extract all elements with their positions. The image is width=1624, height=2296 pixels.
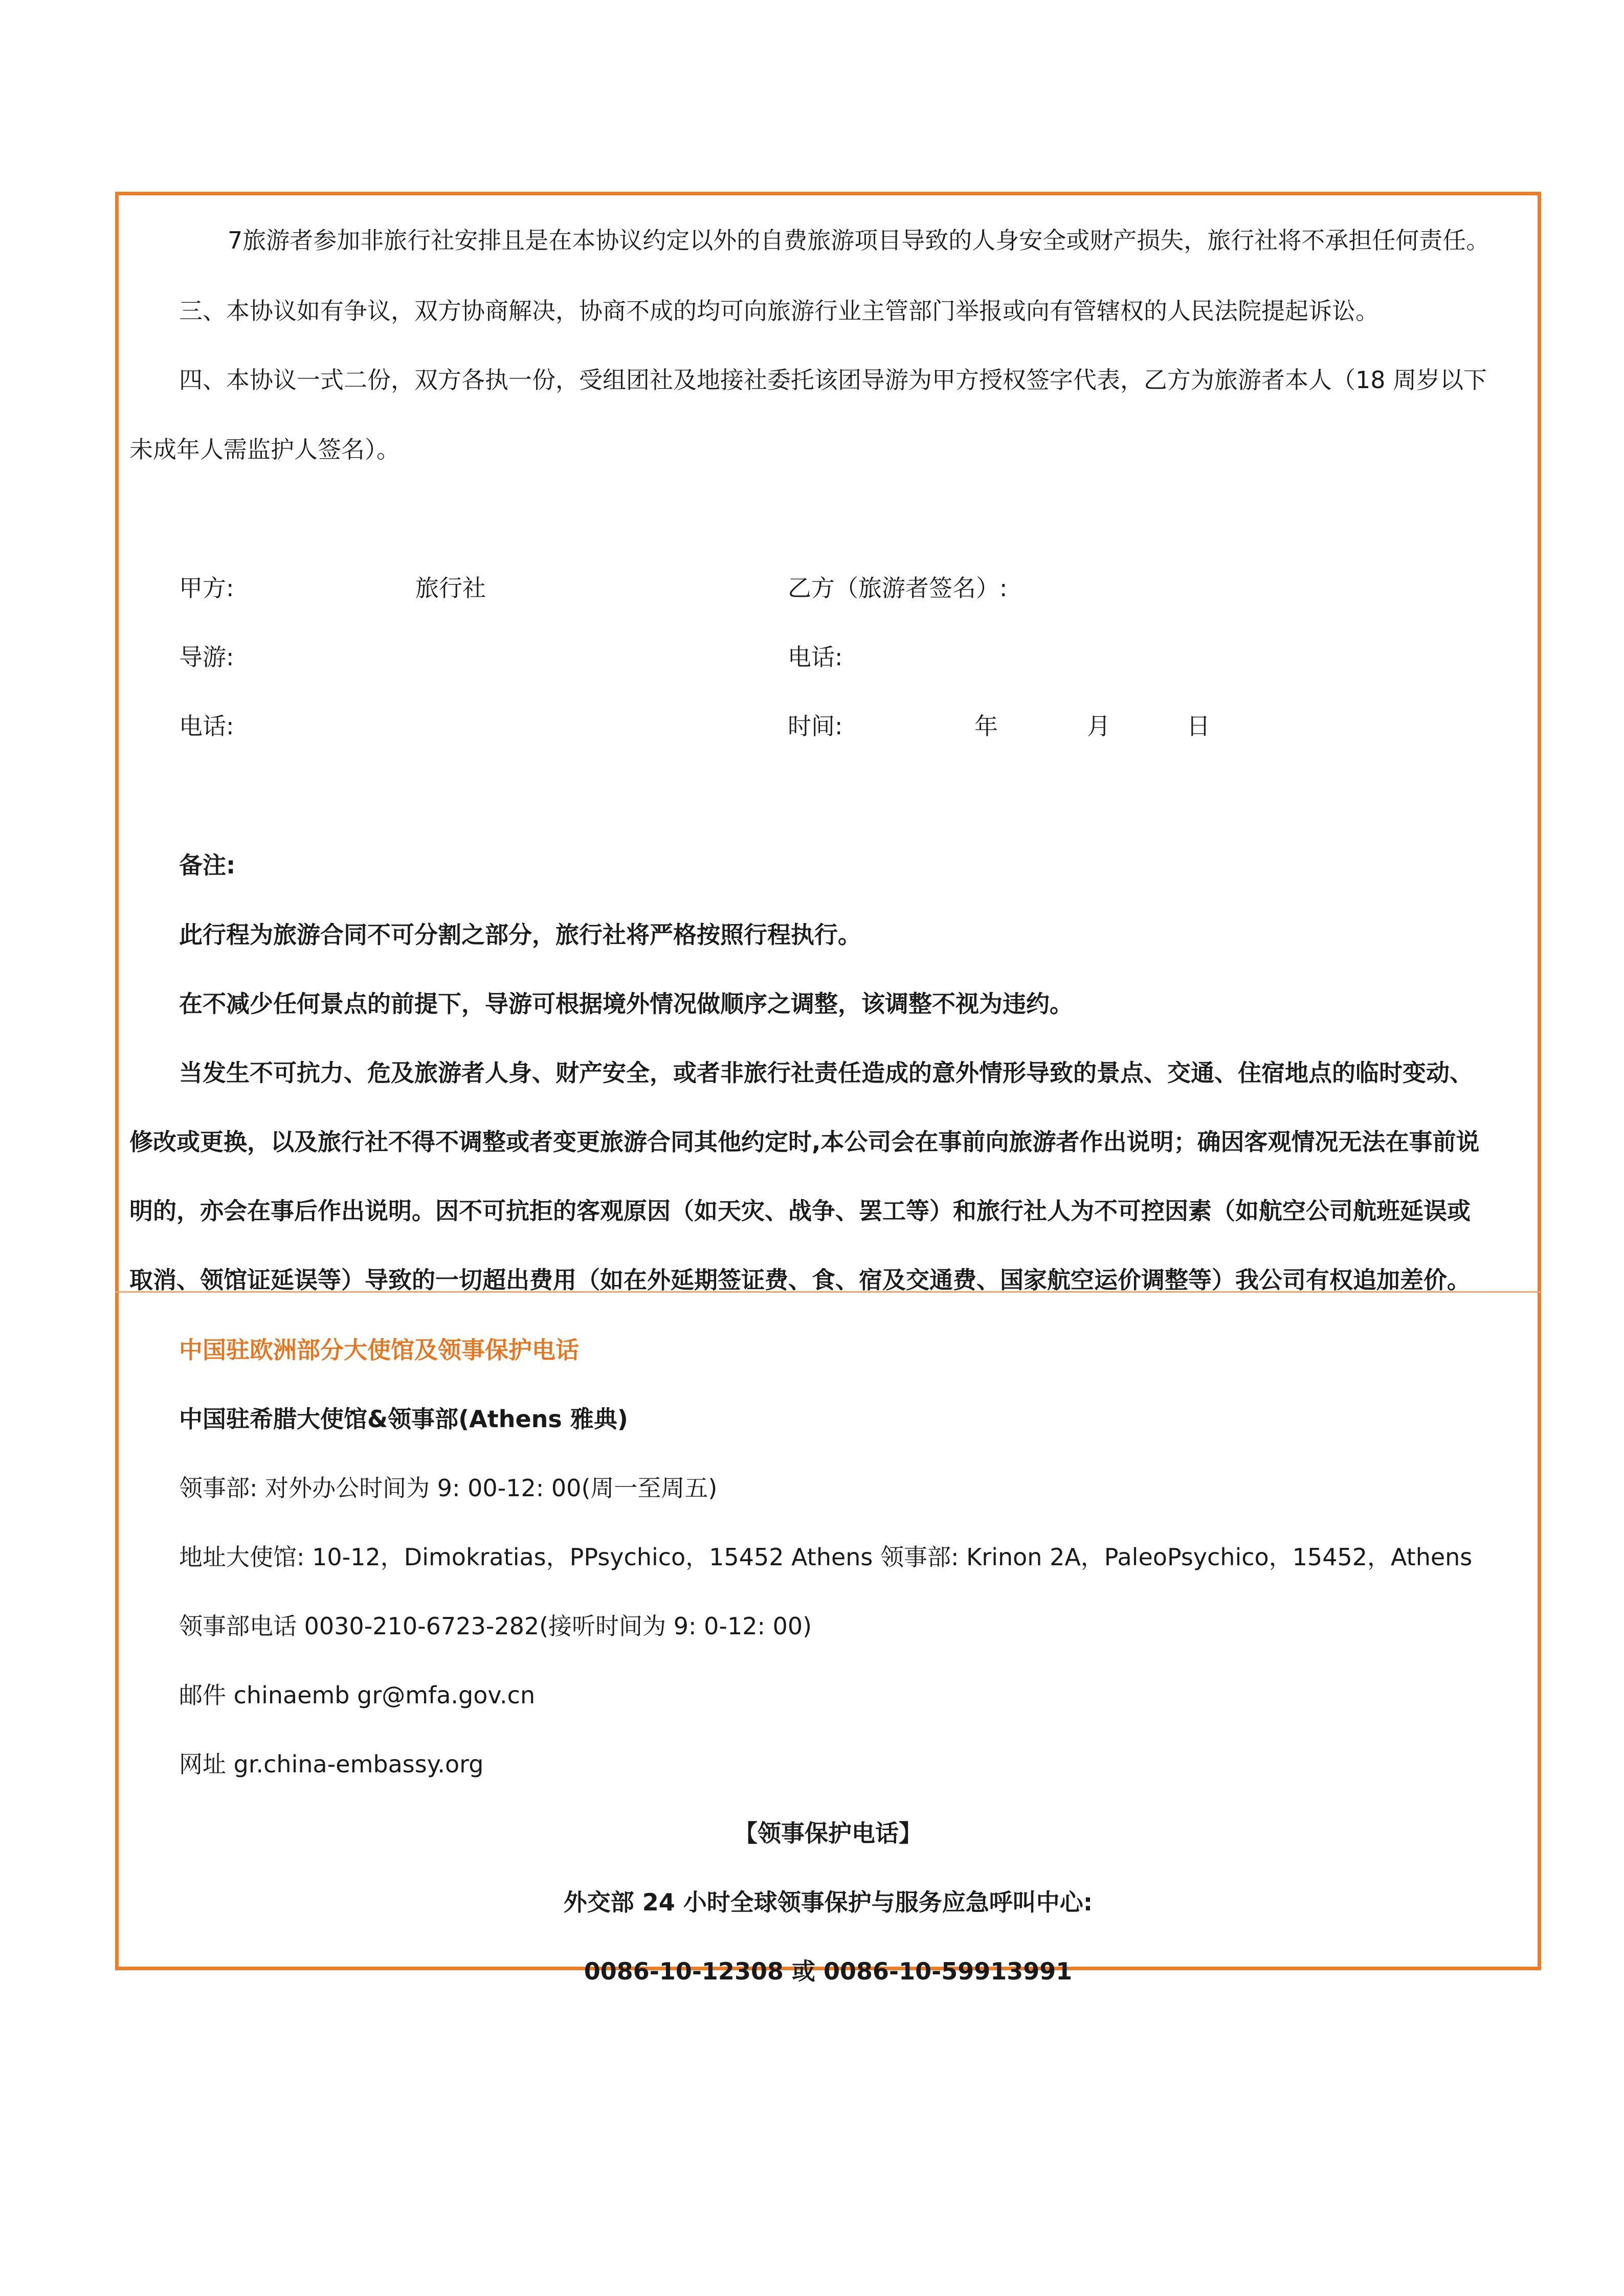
embassy-website[interactable]: 网址 gr.china-embassy.org [179,1750,484,1778]
embassy-address: 地址大使馆: 10-12，Dimokratias，PPsychico，15452 Athens 领事部: Krinon 2A，PaleoPsychico，15452，Athens [179,1543,1473,1571]
embassy-email[interactable]: 邮件 chinaemb gr@mfa.gov.cn [179,1681,536,1709]
hotline-numbers: 0086-10-12308 或 0086-10-59913991 [584,1957,1073,1985]
party-b-label: 乙方（旅游者签名）: [788,574,1008,602]
notes-line-5: 明的，亦会在事后作出说明。因不可抗拒的客观原因（如天灾、战争、罢工等）和旅行社人为不可控因素（如航空公司航班延误或 [129,1197,1471,1225]
clause-4-line-2: 未成年人需监护人签名）。 [129,436,400,463]
party-a-label: 甲方: [179,574,234,602]
embassy-hours: 领事部: 对外办公时间为 9: 00-12: 00(周一至周五) [179,1474,718,1502]
clause-3: 三、本协议如有争议，双方协商解决，协商不成的均可向旅游行业主管部门举报或向有管辖权的人民法院提起诉讼。 [179,297,1379,325]
protection-title: 【领事保护电话】 [734,1819,922,1847]
month-label: 月 [1087,712,1110,740]
notes-title: 备注: [179,851,236,879]
clause-7: 7旅游者参加非旅行社安排且是在本协议约定以外的自费旅游项目导致的人身安全或财产损失，旅行社将不承担任何责任。 [228,227,1490,254]
phone-a-label: 电话: [179,712,234,740]
phone-b-label: 电话: [788,643,843,671]
year-label: 年 [974,712,998,740]
hotline-title: 外交部 24 小时全球领事保护与服务应急呼叫中心: [563,1888,1093,1916]
notes-line-2: 在不减少任何景点的前提下，导游可根据境外情况做顺序之调整，该调整不视为违约。 [179,990,1073,1018]
guide-label: 导游: [179,643,234,671]
notes-line-4: 修改或更换，以及旅行社不得不调整或者变更旅游合同其他约定时,本公司会在事前向旅游者作出说明；确因客观情况无法在事前说 [129,1128,1480,1156]
embassy-name: 中国驻希腊大使馆&领事部(Athens 雅典) [179,1405,628,1433]
notes-line-3: 当发生不可抗力、危及旅游者人身、财产安全，或者非旅行社责任造成的意外情形导致的景点、交通、住宿地点的临时变动、 [179,1059,1473,1087]
embassy-section-title: 中国驻欧洲部分大使馆及领事保护电话 [179,1336,579,1364]
embassy-phone: 领事部电话 0030-210-6723-282(接听时间为 9: 0-12: 00) [179,1612,812,1640]
day-label: 日 [1187,712,1210,740]
time-label: 时间: [788,712,843,740]
notes-line-1: 此行程为旅游合同不可分割之部分，旅行社将严格按照行程执行。 [179,921,861,949]
clause-4-line-1: 四、本协议一式二份，双方各执一份，受组团社及地接社委托该团导游为甲方授权签字代表，乙方为旅游者本人（18 周岁以下 [179,366,1487,394]
notes-line-6: 取消、领馆证延误等）导致的一切超出费用（如在外延期签证费、食、宿及交通费、国家航空运价调整等）我公司有权追加差价。 [129,1266,1471,1294]
party-a-value: 旅行社 [415,574,486,602]
